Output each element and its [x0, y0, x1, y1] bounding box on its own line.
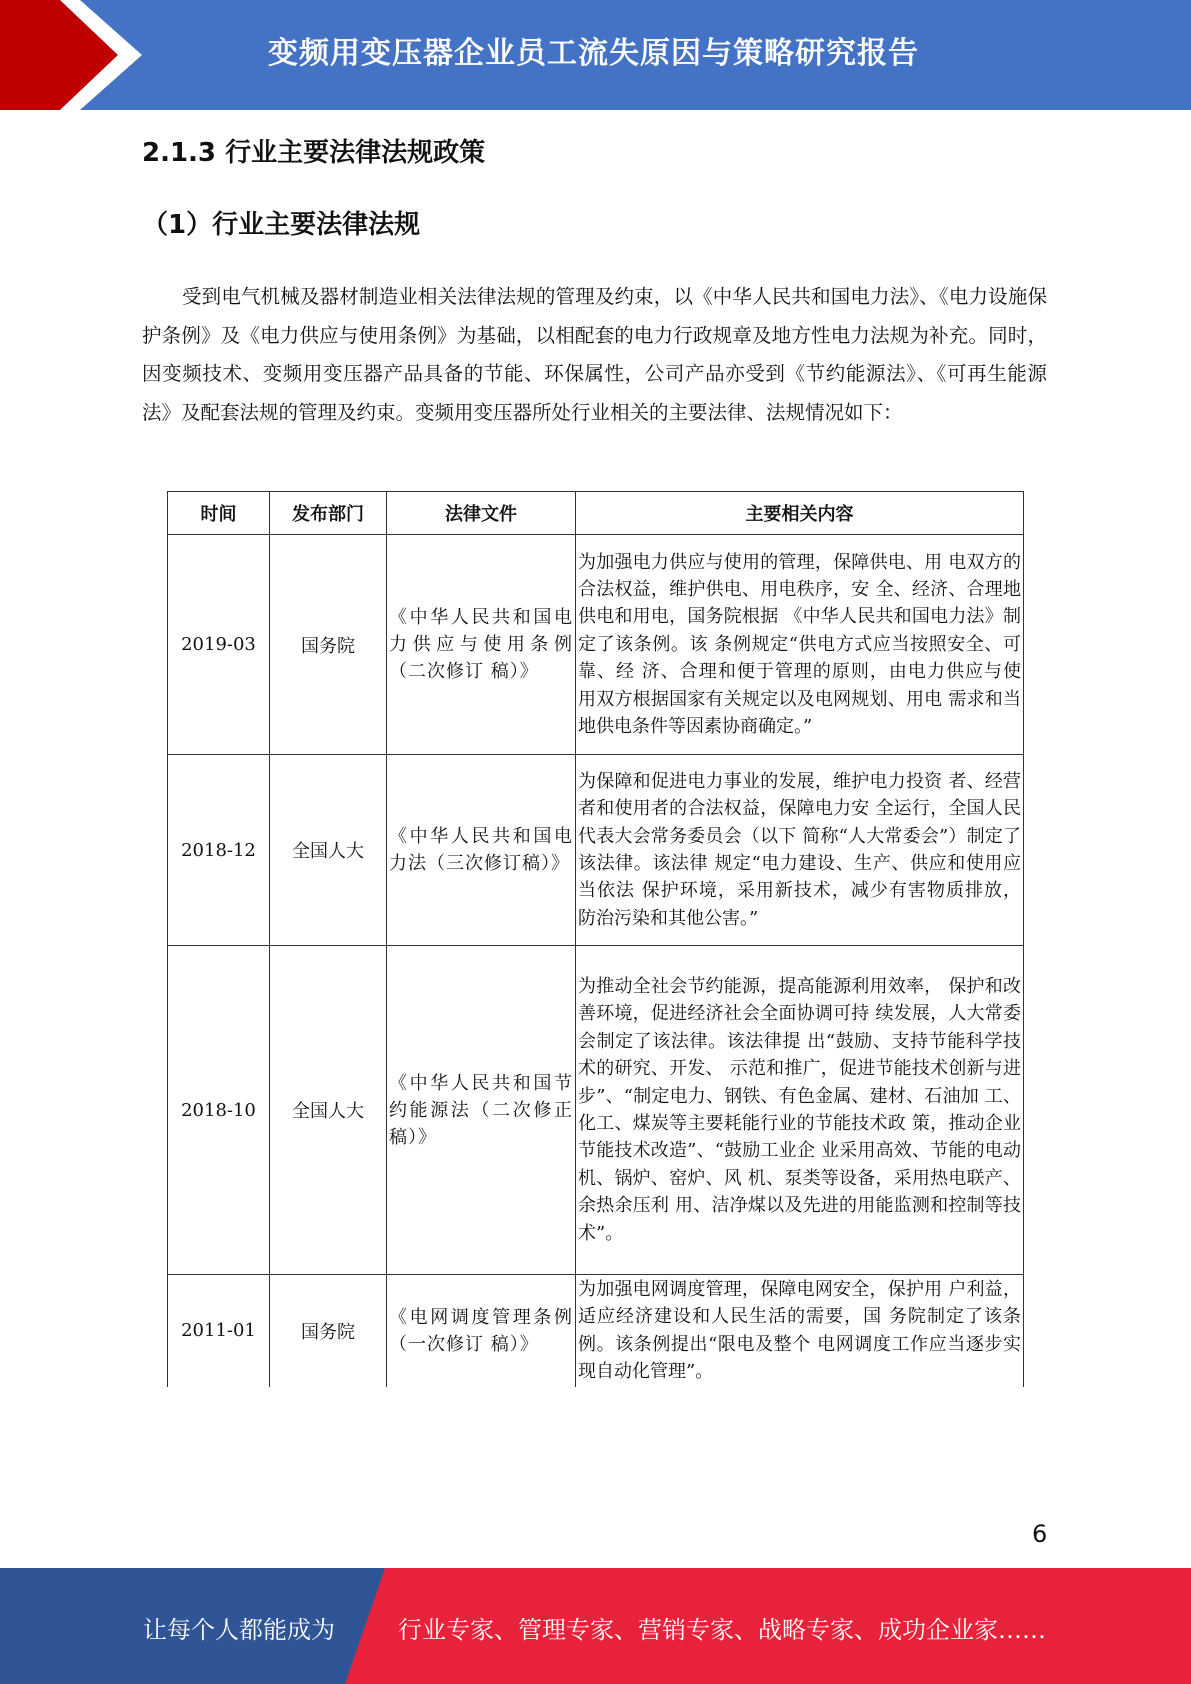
- page-number: 6: [1032, 1520, 1048, 1548]
- row-date: 2018-10: [168, 946, 270, 1275]
- row-file: 《中华人民共和国电力法（三次修订稿）》: [387, 755, 576, 946]
- row-date: 2019-03: [168, 535, 270, 755]
- header-content: 主要相关内容: [576, 492, 1024, 535]
- table-header-row: [168, 492, 1024, 535]
- row-date: 2018-12: [168, 755, 270, 946]
- table-row: [168, 535, 1024, 755]
- header-file: 法律文件: [387, 492, 576, 535]
- subsection-heading: （1）行业主要法律法规: [142, 210, 421, 240]
- row-file: 《中华人民共和国电力供应与使用条例（二次修订 稿）》: [387, 535, 576, 755]
- table-row: [168, 946, 1024, 1275]
- row-date: 2011-01: [168, 1275, 270, 1387]
- row-file: 《中华人民共和国节约能源法（二次修正稿）》: [387, 946, 576, 1275]
- row-content: 为加强电力供应与使用的管理，保障供电、用 电双方的合法权益，维护供电、用电秩序，安 全、经济、合理地供电和用电，国务院根据 《中华人民共和国电力法》制定了该条例。该 条例规定“供电方式应当按照安全、可靠、经 济、合理和便于管理的原则，由电力供应与使 用双方根据国家有关规定以及电网规划、用电 需求和当地供电条件等因素协商确定。”: [576, 535, 1024, 755]
- row-dept: 全国人大: [270, 946, 387, 1275]
- row-dept: 国务院: [270, 535, 387, 755]
- row-content: 为推动全社会节约能源，提高能源利用效率， 保护和改善环境，促进经济社会全面协调可持 续发展，人大常委会制定了该法律。该法律提 出“鼓励、支持节能科学技术的研究、开发、 示范和推广，促进节能技术创新与进步”、“制定电力、钢铁、有色金属、建材、石油加 工、化工、煤炭等主要耗能行业的节能技术政 策，推动企业节能技术改造”、“鼓励工业企 业采用高效、节能的电动机、锅炉、窑炉、风 机、泵类等设备，采用热电联产、余热余压利 用、洁净煤以及先进的用能监测和控制等技 术”。: [576, 946, 1024, 1275]
- row-content: 为加强电网调度管理，保障电网安全，保护用 户利益，适应经济建设和人民生活的需要，国 务院制定了该条例。该条例提出“限电及整个 电网调度工作应当逐步实现自动化管理”。: [576, 1275, 1024, 1387]
- report-title: 变频用变压器企业员工流失原因与策略研究报告: [268, 36, 919, 71]
- table-row: [168, 755, 1024, 946]
- page-footer: [0, 1568, 1191, 1684]
- laws-table: [167, 491, 1024, 1387]
- footer-slogan-right: 行业专家、管理专家、营销专家、战略专家、成功企业家……: [398, 1616, 1046, 1644]
- row-dept: 国务院: [270, 1275, 387, 1387]
- section-heading: 2.1.3 行业主要法律法规政策: [142, 138, 486, 168]
- header-date: 时间: [168, 492, 270, 535]
- row-content: 为保障和促进电力事业的发展，维护电力投资 者、经营者和使用者的合法权益，保障电力安 全运行，全国人民代表大会常务委员会（以下 简称“人大常委会”）制定了该法律。该法律 规定“电力建设、生产、供应和使用应当依法 保护环境，采用新技术，减少有害物质排放， 防治污染和其他公害。”: [576, 755, 1024, 946]
- row-dept: 全国人大: [270, 755, 387, 946]
- footer-slogan-left: 让每个人都能成为: [143, 1616, 335, 1644]
- header-dept: 发布部门: [270, 492, 387, 535]
- page-header: [0, 0, 1191, 110]
- row-file: 《电网调度管理条例（一次修订 稿）》: [387, 1275, 576, 1387]
- intro-paragraph: 受到电气机械及器材制造业相关法律法规的管理及约束，以《中华人民共和国电力法》、《电力设施保护条例》及《电力供应与使用条例》为基础，以相配套的电力行政规章及地方性电力法规为补充。同时，因变频技术、变频用变压器产品具备的节能、环保属性，公司产品亦受到《节约能源法》、《可再生能源法》及配套法规的管理及约束。变频用变压器所处行业相关的主要法律、法规情况如下：: [142, 285, 1047, 424]
- table-row: [168, 1275, 1024, 1387]
